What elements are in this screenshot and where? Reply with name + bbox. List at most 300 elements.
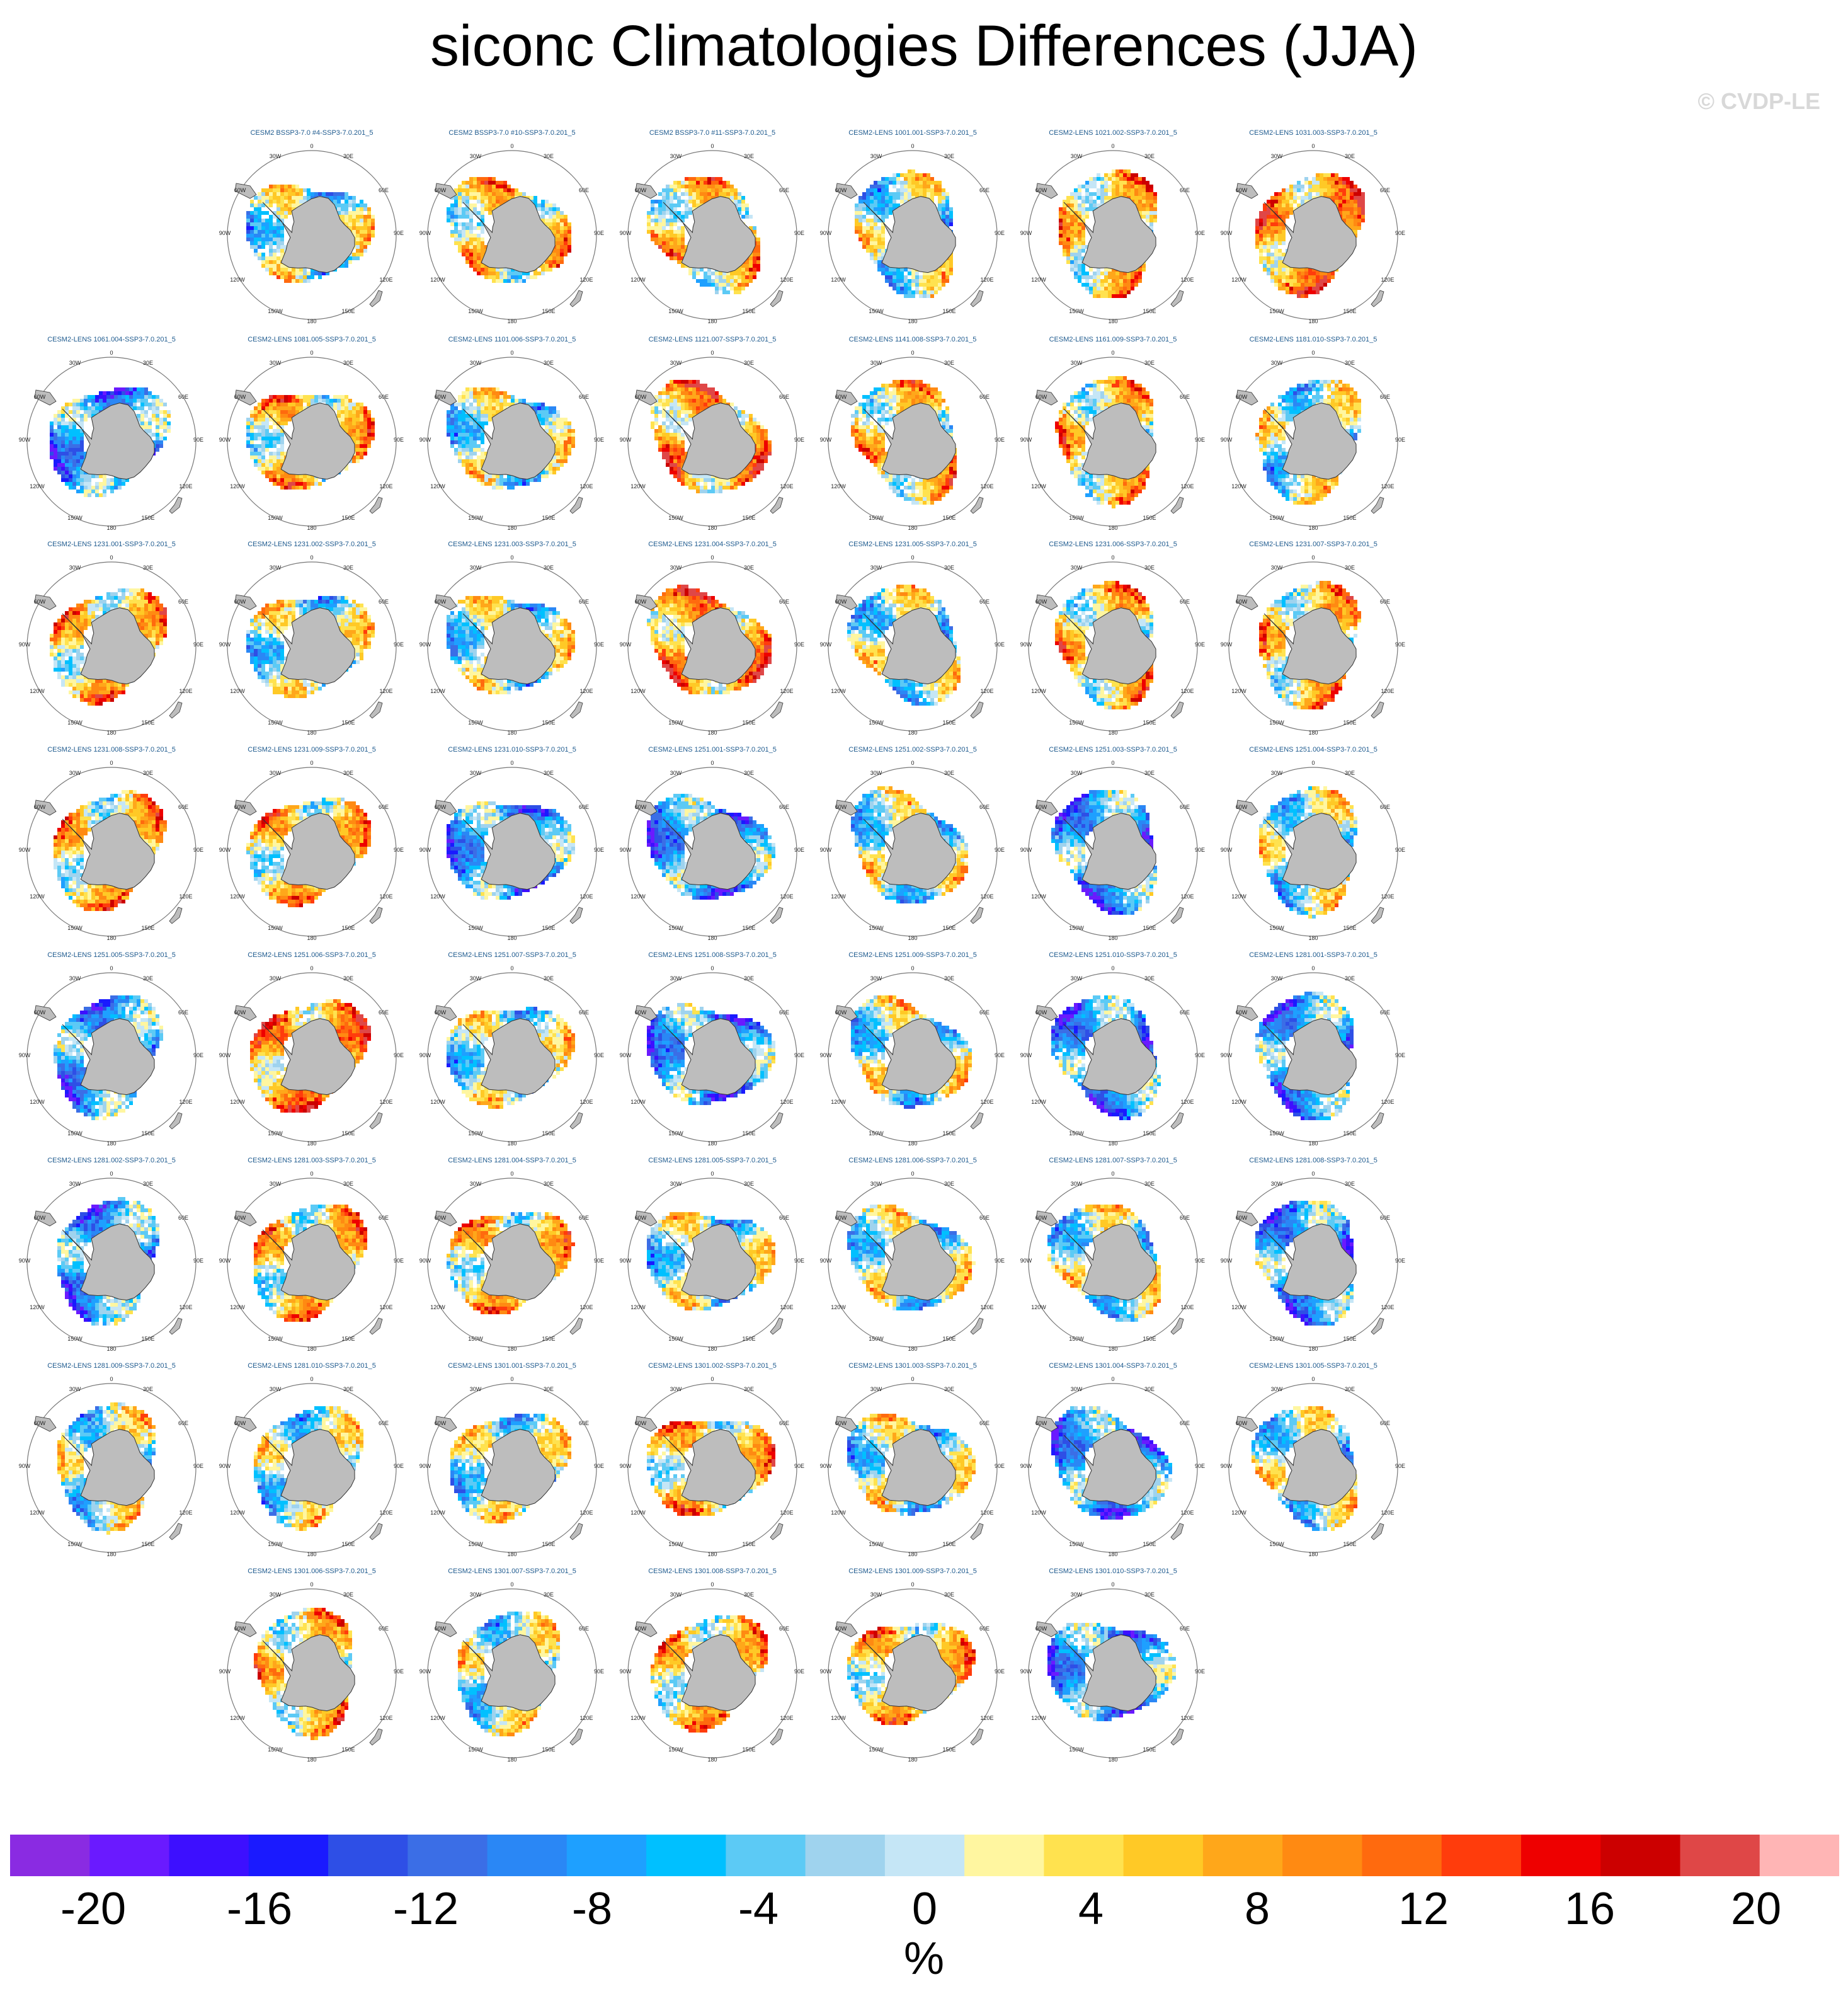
ice-cell <box>704 391 707 395</box>
ice-cell <box>1259 260 1263 264</box>
ice-cell <box>469 260 473 264</box>
ice-cell <box>556 238 560 241</box>
ice-cell <box>1293 185 1297 188</box>
ice-cell <box>265 474 269 478</box>
ice-cell <box>545 410 549 414</box>
ice-cell <box>57 429 61 433</box>
ice-cell <box>741 275 745 279</box>
ice-cell <box>858 207 862 211</box>
ice-cell <box>144 425 148 429</box>
ice-cell <box>704 272 707 275</box>
ice-cell <box>1078 256 1081 260</box>
ice-cell <box>927 287 930 290</box>
ice-cell <box>250 215 254 219</box>
ice-cell <box>469 421 473 425</box>
ice-cell <box>1270 264 1274 268</box>
ice-cell <box>938 207 942 211</box>
ice-cell <box>469 234 473 238</box>
ice-cell <box>1146 203 1149 207</box>
map-coordinate-label: 150E <box>141 515 154 521</box>
ice-cell <box>707 387 711 391</box>
ice-cell <box>363 410 367 414</box>
ice-cell <box>870 219 874 222</box>
ice-cell <box>465 256 469 260</box>
ice-cell <box>1274 279 1278 283</box>
ice-cell <box>477 471 481 474</box>
ice-cell <box>877 264 881 268</box>
ice-cell <box>367 418 371 421</box>
ice-cell <box>934 188 938 192</box>
ice-cell <box>477 249 481 253</box>
ice-cell <box>1278 287 1282 290</box>
ice-cell <box>363 452 367 456</box>
ice-cell <box>658 395 662 399</box>
ice-cell <box>303 482 307 486</box>
ice-cell <box>91 395 95 399</box>
ice-cell <box>363 437 367 440</box>
ice-cell <box>465 452 469 456</box>
ice-cell <box>488 275 492 279</box>
ice-cell <box>745 211 749 215</box>
ice-cell <box>269 200 273 203</box>
ice-cell <box>552 219 556 222</box>
ice-cell <box>893 200 896 203</box>
ice-cell <box>72 406 76 410</box>
ice-cell <box>447 414 450 418</box>
ice-cell <box>280 414 284 418</box>
ice-cell <box>1104 272 1108 275</box>
ice-cell <box>647 230 651 234</box>
ice-cell <box>1115 283 1119 287</box>
ice-cell <box>1104 268 1108 272</box>
ice-cell <box>1297 181 1301 185</box>
ice-cell <box>673 207 677 211</box>
panel-title: CESM2 BSSP3-7.0 #4-SSP3-7.0.201_5 <box>217 129 406 137</box>
ice-cell <box>246 215 250 219</box>
ice-cell <box>681 181 685 185</box>
ice-cell <box>1335 173 1338 177</box>
ice-cell <box>681 391 685 395</box>
ice-cell <box>877 241 881 245</box>
map-coordinate-label: 60W <box>435 187 447 193</box>
ice-cell <box>866 196 870 200</box>
ice-cell <box>314 395 318 399</box>
ice-cell <box>1131 279 1134 283</box>
ice-cell <box>700 196 704 200</box>
ice-cell <box>261 418 265 421</box>
map-coordinate-label: 120E <box>980 277 993 283</box>
ice-cell <box>477 234 481 238</box>
ice-cell <box>704 279 707 283</box>
ice-cell <box>1323 279 1327 283</box>
ice-cell <box>484 207 488 211</box>
ice-cell <box>681 245 685 249</box>
ice-cell <box>1059 215 1063 219</box>
ice-cell <box>311 478 314 482</box>
ice-cell <box>269 249 273 253</box>
ice-cell <box>250 440 254 444</box>
ice-cell <box>1354 192 1357 196</box>
ice-cell <box>1259 249 1263 253</box>
ice-cell <box>288 482 292 486</box>
panel-title: CESM2-LENS 1001.001-SSP3-7.0.201_5 <box>818 129 1007 137</box>
ice-cell <box>473 203 477 207</box>
ice-cell <box>866 241 870 245</box>
ice-cell <box>1108 196 1112 200</box>
ice-cell <box>938 185 942 188</box>
ice-cell <box>949 260 953 264</box>
ice-cell <box>677 249 681 253</box>
ice-cell <box>352 418 356 421</box>
ice-cell <box>1074 238 1078 241</box>
ice-cell <box>1304 268 1308 272</box>
ice-cell <box>855 203 858 207</box>
ice-cell <box>666 238 670 241</box>
ice-cell <box>1123 275 1127 279</box>
ice-cell <box>1081 203 1085 207</box>
ice-cell <box>265 444 269 448</box>
ice-cell <box>711 279 715 283</box>
ice-cell <box>496 399 499 403</box>
ice-cell <box>84 414 88 418</box>
ice-cell <box>1100 294 1104 298</box>
ice-cell <box>530 478 533 482</box>
ice-cell <box>473 452 477 456</box>
ice-cell <box>1320 287 1323 290</box>
ice-cell <box>507 272 511 275</box>
ice-cell <box>1085 215 1089 219</box>
panel-title: CESM2-LENS 1081.005-SSP3-7.0.201_5 <box>217 336 406 343</box>
ice-cell <box>670 192 673 196</box>
ice-cell <box>1346 177 1350 181</box>
map-coordinate-label: 120W <box>30 483 45 490</box>
ice-cell <box>348 414 352 418</box>
ice-cell <box>1081 207 1085 211</box>
ice-cell <box>277 272 280 275</box>
ice-cell <box>904 268 908 272</box>
ice-cell <box>677 403 681 406</box>
ice-cell <box>454 215 458 219</box>
ice-cell <box>88 478 91 482</box>
ice-cell <box>265 425 269 429</box>
ice-cell <box>250 200 254 203</box>
ice-cell <box>1127 173 1131 177</box>
ice-cell <box>477 467 481 471</box>
ice-cell <box>159 440 163 444</box>
ice-cell <box>647 226 651 230</box>
map-coordinate-label: 180 <box>1108 318 1117 324</box>
ice-cell <box>1134 177 1138 181</box>
ice-cell <box>556 448 560 452</box>
ice-cell <box>488 399 492 403</box>
ice-cell <box>745 264 749 268</box>
ice-cell <box>1138 200 1142 203</box>
ice-cell <box>870 226 874 230</box>
ice-cell <box>670 380 673 384</box>
ice-cell <box>69 429 72 433</box>
ice-cell <box>1149 200 1153 203</box>
ice-cell <box>329 196 333 200</box>
ice-cell <box>549 463 552 467</box>
map-coordinate-label: 180 <box>307 318 316 324</box>
ice-cell <box>1138 279 1142 283</box>
ice-cell <box>670 222 673 226</box>
ice-cell <box>666 230 670 234</box>
ice-cell <box>1255 238 1259 241</box>
ice-cell <box>1354 207 1357 211</box>
ice-cell <box>533 478 537 482</box>
ice-cell <box>662 234 666 238</box>
ice-cell <box>1357 207 1361 211</box>
ice-cell <box>696 387 700 391</box>
ice-cell <box>447 421 450 425</box>
ice-cell <box>284 395 288 399</box>
ice-cell <box>152 395 156 399</box>
ice-cell <box>481 440 484 444</box>
ice-cell <box>345 196 348 200</box>
ice-cell <box>1115 290 1119 294</box>
ice-cell <box>1134 275 1138 279</box>
ice-cell <box>1320 181 1323 185</box>
ice-cell <box>877 211 881 215</box>
ice-cell <box>1146 181 1149 185</box>
ice-cell <box>54 421 57 425</box>
ice-cell <box>499 196 503 200</box>
ice-cell <box>159 437 163 440</box>
ice-cell <box>1081 196 1085 200</box>
ice-cell <box>288 207 292 211</box>
ice-cell <box>866 238 870 241</box>
ice-cell <box>265 268 269 272</box>
ice-cell <box>65 433 69 437</box>
ice-cell <box>904 185 908 188</box>
ice-cell <box>80 444 84 448</box>
ice-cell <box>1138 268 1142 272</box>
ice-cell <box>492 399 496 403</box>
ice-cell <box>685 399 688 403</box>
ice-cell <box>454 403 458 406</box>
ice-cell <box>84 482 88 486</box>
ice-cell <box>704 283 707 287</box>
ice-cell <box>1100 200 1104 203</box>
ice-cell <box>670 196 673 200</box>
ice-cell <box>269 437 273 440</box>
ice-cell <box>934 287 938 290</box>
ice-cell <box>80 452 84 456</box>
ice-cell <box>1331 192 1335 196</box>
ice-cell <box>465 222 469 226</box>
ice-cell <box>277 264 280 268</box>
ice-cell <box>670 403 673 406</box>
ice-cell <box>945 196 949 200</box>
ice-cell <box>749 279 753 283</box>
ice-cell <box>1289 188 1293 192</box>
ice-cell <box>273 249 277 253</box>
ice-cell <box>711 391 715 395</box>
polar-map <box>618 347 807 536</box>
ice-cell <box>454 196 458 200</box>
ice-cell <box>450 222 454 226</box>
ice-cell <box>670 245 673 249</box>
ice-cell <box>1354 230 1357 234</box>
ice-cell <box>1074 275 1078 279</box>
ice-cell <box>352 437 356 440</box>
ice-cell <box>1282 241 1286 245</box>
ice-cell <box>1274 245 1278 249</box>
ice-cell <box>458 203 462 207</box>
ice-cell <box>496 279 499 283</box>
ice-cell <box>348 200 352 203</box>
ice-cell <box>371 234 375 238</box>
ice-cell <box>72 467 76 471</box>
ice-cell <box>564 230 568 234</box>
ice-cell <box>473 260 477 264</box>
ice-cell <box>685 181 688 185</box>
ice-cell <box>1115 192 1119 196</box>
ice-cell <box>352 403 356 406</box>
ice-cell <box>647 211 651 215</box>
ice-cell <box>1278 249 1282 253</box>
ice-cell <box>84 418 88 421</box>
ice-cell <box>923 275 927 279</box>
ice-cell <box>1263 234 1267 238</box>
ice-cell <box>277 275 280 279</box>
ice-cell <box>908 272 911 275</box>
ice-cell <box>1338 200 1342 203</box>
ice-cell <box>1263 215 1267 219</box>
ice-cell <box>1100 279 1104 283</box>
ice-cell <box>885 203 889 207</box>
ice-cell <box>265 403 269 406</box>
ice-cell <box>885 275 889 279</box>
ice-cell <box>568 234 571 238</box>
ice-cell <box>458 437 462 440</box>
ice-cell <box>673 256 677 260</box>
ice-cell <box>499 474 503 478</box>
ice-cell <box>719 188 722 192</box>
ice-cell <box>492 486 496 490</box>
ice-cell <box>95 399 99 403</box>
ice-cell <box>893 185 896 188</box>
ice-cell <box>261 463 265 467</box>
ice-cell <box>458 211 462 215</box>
ice-cell <box>280 471 284 474</box>
ice-cell <box>1146 200 1149 203</box>
ice-cell <box>265 406 269 410</box>
ice-cell <box>450 444 454 448</box>
ice-cell <box>95 403 99 406</box>
ice-cell <box>484 421 488 425</box>
ice-cell <box>1115 169 1119 173</box>
ice-cell <box>469 448 473 452</box>
ice-cell <box>254 215 258 219</box>
ice-cell <box>654 403 658 406</box>
ice-cell <box>280 234 284 238</box>
ice-cell <box>363 226 367 230</box>
ice-cell <box>919 283 923 287</box>
ice-cell <box>1259 253 1263 256</box>
ice-cell <box>874 181 877 185</box>
ice-cell <box>454 226 458 230</box>
ice-cell <box>469 433 473 437</box>
ice-cell <box>277 482 280 486</box>
ice-cell <box>72 478 76 482</box>
ice-cell <box>503 196 507 200</box>
ice-cell <box>753 256 756 260</box>
ice-cell <box>560 418 564 421</box>
ice-cell <box>1312 177 1316 181</box>
ice-cell <box>1289 200 1293 203</box>
ice-cell <box>65 403 69 406</box>
ice-cell <box>488 403 492 406</box>
ice-cell <box>1327 275 1331 279</box>
ice-cell <box>715 188 719 192</box>
ice-cell <box>552 406 556 410</box>
ice-cell <box>269 478 273 482</box>
ice-cell <box>1357 200 1361 203</box>
ice-cell <box>1301 287 1304 290</box>
ice-cell <box>140 403 144 406</box>
ice-cell <box>870 200 874 203</box>
ice-cell <box>915 181 919 185</box>
ice-cell <box>360 406 363 410</box>
ice-cell <box>348 203 352 207</box>
ice-cell <box>295 185 299 188</box>
ice-cell <box>738 203 741 207</box>
ice-cell <box>855 219 858 222</box>
ice-cell <box>938 279 942 283</box>
ice-cell <box>363 238 367 241</box>
ice-cell <box>738 196 741 200</box>
ice-cell <box>1338 188 1342 192</box>
ice-cell <box>265 226 269 230</box>
ice-cell <box>288 414 292 418</box>
ice-cell <box>923 185 927 188</box>
ice-cell <box>1346 181 1350 185</box>
ice-cell <box>681 192 685 196</box>
ice-cell <box>870 253 874 256</box>
ice-cell <box>447 207 450 211</box>
ice-cell <box>454 238 458 241</box>
ice-cell <box>688 192 692 196</box>
ice-cell <box>356 245 360 249</box>
ice-cell <box>114 395 118 399</box>
ice-cell <box>870 256 874 260</box>
ice-cell <box>1123 169 1127 173</box>
ice-cell <box>469 395 473 399</box>
ice-cell <box>454 200 458 203</box>
ice-cell <box>1138 203 1142 207</box>
ice-cell <box>80 440 84 444</box>
ice-cell <box>692 185 696 188</box>
ice-cell <box>65 440 69 444</box>
ice-cell <box>269 256 273 260</box>
ice-cell <box>545 203 549 207</box>
ice-cell <box>1267 211 1270 215</box>
ice-cell <box>949 268 953 272</box>
ice-cell <box>84 478 88 482</box>
ice-cell <box>360 230 363 234</box>
ice-cell <box>473 241 477 245</box>
ice-cell <box>352 207 356 211</box>
ice-cell <box>704 395 707 399</box>
ice-cell <box>858 211 862 215</box>
ice-cell <box>352 230 356 234</box>
ice-cell <box>477 444 481 448</box>
ice-cell <box>492 203 496 207</box>
ice-cell <box>866 245 870 249</box>
ice-cell <box>307 275 311 279</box>
